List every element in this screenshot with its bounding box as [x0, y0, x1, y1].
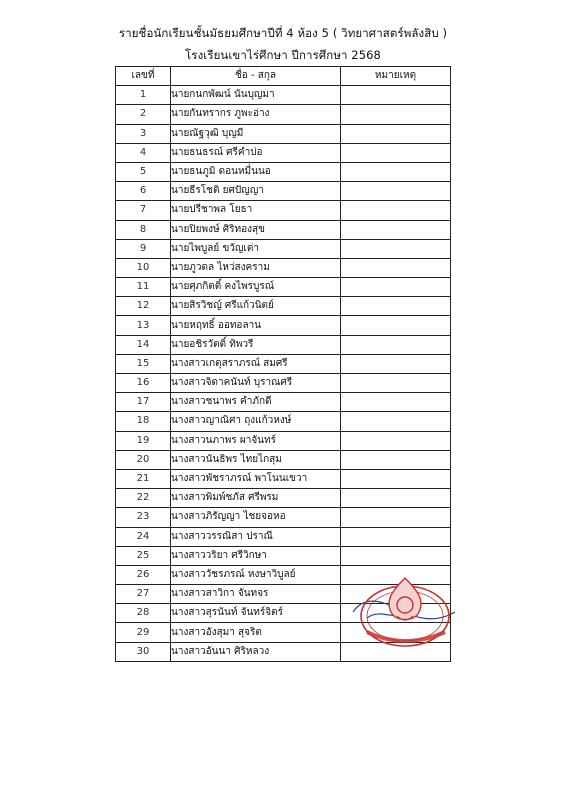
student-number: 25 — [116, 546, 171, 565]
table-row — [116, 105, 451, 124]
student-remarks — [341, 508, 451, 527]
student-number: 16 — [116, 374, 171, 393]
student-name: นางสาวพิมพ์ชภัส ศรีพรม — [171, 489, 341, 508]
student-number: 6 — [116, 182, 171, 201]
table-row — [116, 278, 451, 297]
student-number: 30 — [116, 642, 171, 661]
table-row — [116, 316, 451, 335]
student-name: นางสาวอังสุมา สุจริต — [171, 623, 341, 642]
student-number: 8 — [116, 220, 171, 239]
table-row — [116, 546, 451, 565]
student-remarks — [341, 239, 451, 258]
student-number: 19 — [116, 431, 171, 450]
student-name: นายธนภูมิ ดอนหมื่นนอ — [171, 162, 341, 181]
student-number: 15 — [116, 354, 171, 373]
student-number: 14 — [116, 335, 171, 354]
student-name: นางสาวนภาพร ผาจันทร์ — [171, 431, 341, 450]
student-remarks — [341, 431, 451, 450]
student-remarks — [341, 86, 451, 105]
table-row — [116, 220, 451, 239]
student-remarks — [341, 105, 451, 124]
student-remarks — [341, 546, 451, 565]
table-row — [116, 431, 451, 450]
table-row — [116, 354, 451, 373]
student-name: นายหฤทธิ์ ออทอลาน — [171, 316, 341, 335]
student-name: นายอชิรวัตติ์ ทิพวรี — [171, 335, 341, 354]
column-header-name: ชื่อ - สกุล — [171, 67, 341, 86]
student-remarks — [341, 258, 451, 277]
table-row — [116, 335, 451, 354]
student-name: นางสาวพัชราภรณ์ พาโนนเขวา — [171, 469, 341, 488]
student-remarks — [341, 450, 451, 469]
student-name: นางสาวภิรัญญา ไชยจอหอ — [171, 508, 341, 527]
student-name: นางสาวอันนา ศิริหลวง — [171, 642, 341, 661]
student-name: นายธนธรณ์ ศรีคำบ่อ — [171, 143, 341, 162]
student-number: 5 — [116, 162, 171, 181]
student-name: นางสาววริยา ศรีวิกษา — [171, 546, 341, 565]
student-number: 20 — [116, 450, 171, 469]
student-remarks — [341, 469, 451, 488]
table-row — [116, 374, 451, 393]
student-number: 12 — [116, 297, 171, 316]
student-number: 28 — [116, 604, 171, 623]
table-row — [116, 412, 451, 431]
student-number: 17 — [116, 393, 171, 412]
student-number: 10 — [116, 258, 171, 277]
student-number: 21 — [116, 469, 171, 488]
student-number: 4 — [116, 143, 171, 162]
student-remarks — [341, 143, 451, 162]
student-number: 24 — [116, 527, 171, 546]
table-row — [116, 162, 451, 181]
student-name: นายไพบูลย์ ขวัญเต่า — [171, 239, 341, 258]
student-name: นายปรีชาพล โยธา — [171, 201, 341, 220]
student-number: 26 — [116, 565, 171, 584]
student-remarks — [341, 335, 451, 354]
table-row — [116, 182, 451, 201]
table-row — [116, 239, 451, 258]
student-name: นางสาววรรณิสา ปราณี — [171, 527, 341, 546]
table-row — [116, 489, 451, 508]
table-row — [116, 143, 451, 162]
student-remarks — [341, 374, 451, 393]
student-name: นางสาวนันธิพร ไทยไกสุม — [171, 450, 341, 469]
student-name: นายสิรวิชญ์ ศรีแก้วนิตย์ — [171, 297, 341, 316]
student-number: 7 — [116, 201, 171, 220]
table-row — [116, 469, 451, 488]
student-number: 23 — [116, 508, 171, 527]
student-remarks — [341, 297, 451, 316]
student-remarks — [341, 162, 451, 181]
student-name: นางสาวญาณิศา ถุงแก้วหงษ์ — [171, 412, 341, 431]
table-row — [116, 527, 451, 546]
student-name: นายศุภกิตติ์ คงไพรบูรณ์ — [171, 278, 341, 297]
student-number: 11 — [116, 278, 171, 297]
table-row — [116, 508, 451, 527]
student-number: 3 — [116, 124, 171, 143]
student-remarks — [341, 124, 451, 143]
table-row — [116, 393, 451, 412]
table-row — [116, 124, 451, 143]
student-remarks — [341, 489, 451, 508]
student-number: 9 — [116, 239, 171, 258]
table-header-row — [116, 67, 451, 86]
student-remarks — [341, 316, 451, 335]
student-name: นายณัฐวุฒิ บุญมี — [171, 124, 341, 143]
student-number: 18 — [116, 412, 171, 431]
table-row — [116, 201, 451, 220]
student-remarks — [341, 201, 451, 220]
student-number: 27 — [116, 585, 171, 604]
student-name: นายกันทรากร ภูพะอ่าง — [171, 105, 341, 124]
student-remarks — [341, 354, 451, 373]
student-name: นางสาวสาวิกา จันทจร — [171, 585, 341, 604]
student-name: นายธีรโชติ ยศปัญญา — [171, 182, 341, 201]
student-name: นางสาวจิดาคนันท์ บุราณศรี — [171, 374, 341, 393]
table-row — [116, 450, 451, 469]
student-remarks — [341, 412, 451, 431]
student-name: นายปิยพงษ์ ศิริทองสุข — [171, 220, 341, 239]
student-remarks — [341, 278, 451, 297]
student-name: นายกนกพัฒน์ นันบุญมา — [171, 86, 341, 105]
student-number: 1 — [116, 86, 171, 105]
table-row — [116, 258, 451, 277]
student-name: นางสาวสุรนันท์ จันทร์จิตร์ — [171, 604, 341, 623]
student-number: 22 — [116, 489, 171, 508]
student-name: นางสาวเกตุสราภรณ์ สมศรี — [171, 354, 341, 373]
student-number: 13 — [116, 316, 171, 335]
student-remarks — [341, 527, 451, 546]
student-name: นางสาวชนาพร คำภักดี — [171, 393, 341, 412]
student-remarks — [341, 393, 451, 412]
document-title: รายชื่อนักเรียนชั้นมัธยมศึกษาปีที่ 4 ห้อง 5 ( วิทยาศาสตร์พลังสิบ ) — [118, 26, 448, 40]
column-header-remarks: หมายเหตุ — [341, 67, 451, 86]
student-number: 29 — [116, 623, 171, 642]
student-remarks — [341, 182, 451, 201]
school-seal-stamp — [345, 572, 463, 652]
table-row — [116, 86, 451, 105]
table-row — [116, 297, 451, 316]
student-remarks — [341, 220, 451, 239]
student-name: นายภูวดล ไหว่สงคราม — [171, 258, 341, 277]
school-subtitle: โรงเรียนเขาไร่ศึกษา ปีการศึกษา 2568 — [185, 48, 381, 62]
column-header-number: เลขที่ — [116, 67, 171, 86]
student-number: 2 — [116, 105, 171, 124]
student-name: นางสาววัชรภรณ์ หงษาวิบูลย์ — [171, 565, 341, 584]
